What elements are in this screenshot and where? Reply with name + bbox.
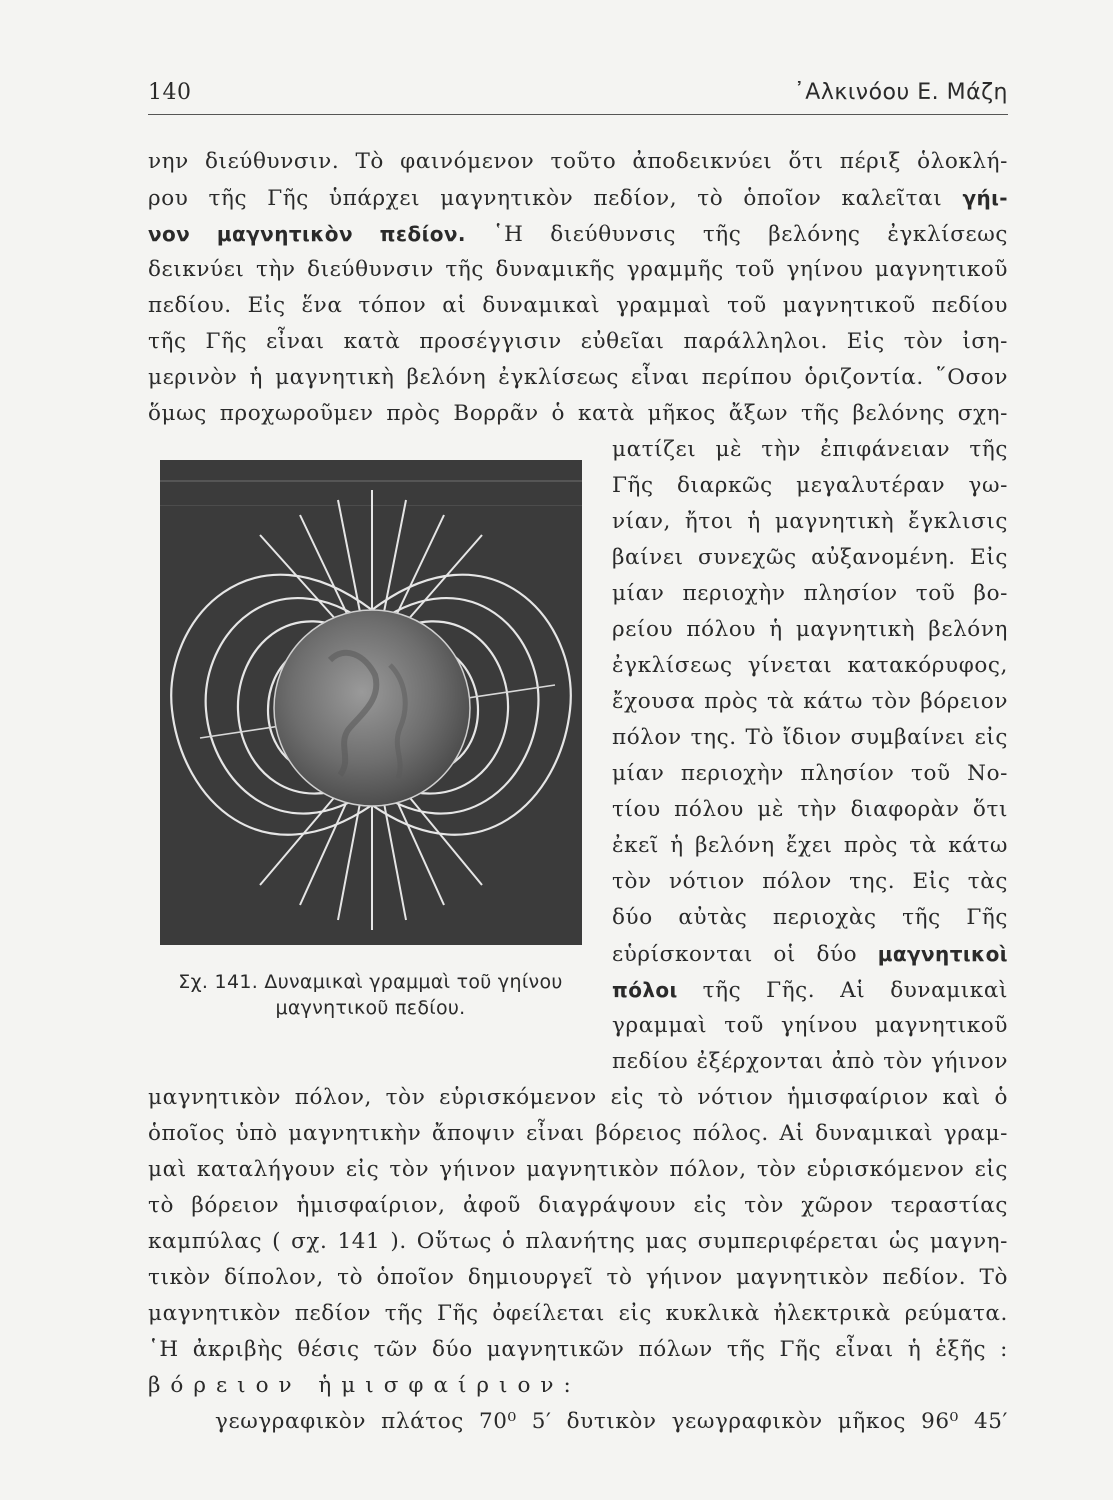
text-line: ἔχουσα πρὸς τὰ κάτω τὸν βόρειον <box>612 689 1008 714</box>
figure-magnetic-field <box>160 460 582 945</box>
text-line: καμπύλας ( σχ. 141 ). Οὕτως ὁ πλανήτης μας συμπεριφέρεται ὡς μαγνη- <box>148 1229 1008 1254</box>
text-line: ρείου πόλου ἡ μαγνητικὴ βελόνη <box>612 617 1008 642</box>
text-line: τικὸν δίπολον, τὸ ὁποῖον δημιουργεῖ τὸ γήινον μαγνητικὸν πεδίον. Τὸ <box>148 1265 1008 1290</box>
text-line: πεδίου ἐξέρχονται ἀπὸ τὸν γήινον <box>612 1049 1008 1074</box>
text-line: γραμμαὶ τοῦ γηίνου μαγνητικοῦ <box>612 1013 1008 1038</box>
coordinates-line: γεωγραφικὸν πλάτος 70⁰ 5′ δυτικὸν γεωγραφικὸν μῆκος 96⁰ 45′ <box>215 1409 1008 1434</box>
text-line: ματίζει μὲ τὴν ἐπιφάνειαν τῆς <box>612 437 1008 462</box>
running-head: ᾿Αλκινόου Ε. Μάζη <box>793 80 1008 105</box>
text-line: πόλοι τῆς Γῆς. Αἱ δυναμικαὶ <box>612 978 1008 1003</box>
text-line: μερινὸν ἡ μαγνητικὴ βελόνη ἐγκλίσεως εἶναι περίπου ὁριζοντία. ῞Οσον <box>148 365 1008 390</box>
hemisphere-label: βόρειον ἡμισφαίριον: <box>148 1373 581 1398</box>
bold-term: γήι- <box>962 186 1008 210</box>
figure-caption-line-1: Σχ. 141. Δυναμικαὶ γραμμαὶ τοῦ γηίνου <box>178 971 563 993</box>
page-number: 140 <box>148 80 192 105</box>
text-line: εὑρίσκονται οἱ δύο μαγνητικοὶ <box>612 942 1008 967</box>
text-line: ὁποῖος ὑπὸ μαγνητικὴν ἄποψιν εἶναι βόρειος πόλος. Αἱ δυναμικαὶ γραμ- <box>148 1121 1008 1146</box>
text-line: ἐκεῖ ἡ βελόνη ἔχει πρὸς τὰ κάτω <box>612 833 1008 858</box>
page-header <box>148 80 1008 114</box>
bold-term: μαγνητικοὶ <box>877 942 1008 966</box>
text-line: μίαν περιοχὴν πλησίον τοῦ Νο- <box>612 761 1008 786</box>
text-line: τὸν νότιον πόλον της. Εἰς τὰς <box>612 869 1008 894</box>
text-line: μαγνητικὸν πόλον, τὸν εὑρισκόμενον εἰς τὸ νότιον ἡμισφαίριον καὶ ὁ <box>148 1085 1008 1110</box>
text-line: δεικνύει τὴν διεύθυνσιν τῆς δυναμικῆς γραμμῆς τοῦ γηίνου μαγνητικοῦ <box>148 257 1008 282</box>
text-line: πεδίου. Εἰς ἕνα τόπον αἱ δυναμικαὶ γραμμαὶ τοῦ μαγνητικοῦ πεδίου <box>148 293 1008 318</box>
text-line: νίαν, ἤτοι ἡ μαγνητικὴ ἔγκλισις <box>612 509 1008 534</box>
bold-term: νον μαγνητικὸν πεδίον. <box>148 222 466 246</box>
text-line: τῆς Γῆς εἶναι κατὰ προσέγγισιν εὐθεῖαι παράλληλοι. Εἰς τὸν ἰση- <box>148 329 1008 354</box>
text-line: ρου τῆς Γῆς ὑπάρχει μαγνητικὸν πεδίον, τὸ ὁποῖον καλεῖται γήι- <box>148 186 1008 211</box>
field-lines-illustration <box>160 460 582 945</box>
text-line: τὸ βόρειον ἡμισφαίριον, ἀφοῦ διαγράψουν εἰς τὸν χῶρον τεραστίας <box>148 1193 1008 1218</box>
text-line: μίαν περιοχὴν πλησίον τοῦ βο- <box>612 581 1008 606</box>
text-line: ῾Η ἀκριβὴς θέσις τῶν δύο μαγνητικῶν πόλων τῆς Γῆς εἶναι ἡ ἑξῆς : <box>148 1337 1008 1362</box>
text-line: δύο αὐτὰς περιοχὰς τῆς Γῆς <box>612 905 1008 930</box>
text-line: μαὶ καταλήγουν εἰς τὸν γήινον μαγνητικὸν πόλον, τὸν εὑρισκόμενον εἰς <box>148 1157 1008 1182</box>
figure-caption-line-2: μαγνητικοῦ πεδίου. <box>275 997 466 1019</box>
bold-term: πόλοι <box>612 978 678 1002</box>
text-line: νην διεύθυνσιν. Τὸ φαινόμενον τοῦτο ἀποδεικνύει ὅτι πέριξ ὁλοκλή- <box>148 149 1008 174</box>
text-line: ἐγκλίσεως γίνεται κατακόρυφος, <box>612 653 1008 678</box>
text-line: πόλον της. Τὸ ἴδιον συμβαίνει εἰς <box>612 725 1008 750</box>
text-line: μαγνητικὸν πεδίον τῆς Γῆς ὀφείλεται εἰς κυκλικὰ ἠλεκτρικὰ ρεύματα. <box>148 1301 1008 1326</box>
header-rule <box>148 114 1008 115</box>
text-line: Γῆς διαρκῶς μεγαλυτέραν γω- <box>612 473 1008 498</box>
text-line: βαίνει συνεχῶς αὐξανομένη. Εἰς <box>612 545 1008 570</box>
text-line: ὅμως προχωροῦμεν πρὸς Βορρᾶν ὁ κατὰ μῆκος ἄξων τῆς βελόνης σχη- <box>148 401 1008 426</box>
text-line: τίου πόλου μὲ τὴν διαφορὰν ὅτι <box>612 797 1008 822</box>
text-line: νον μαγνητικὸν πεδίον. ῾Η διεύθυνσις τῆς βελόνης ἐγκλίσεως <box>148 222 1009 247</box>
